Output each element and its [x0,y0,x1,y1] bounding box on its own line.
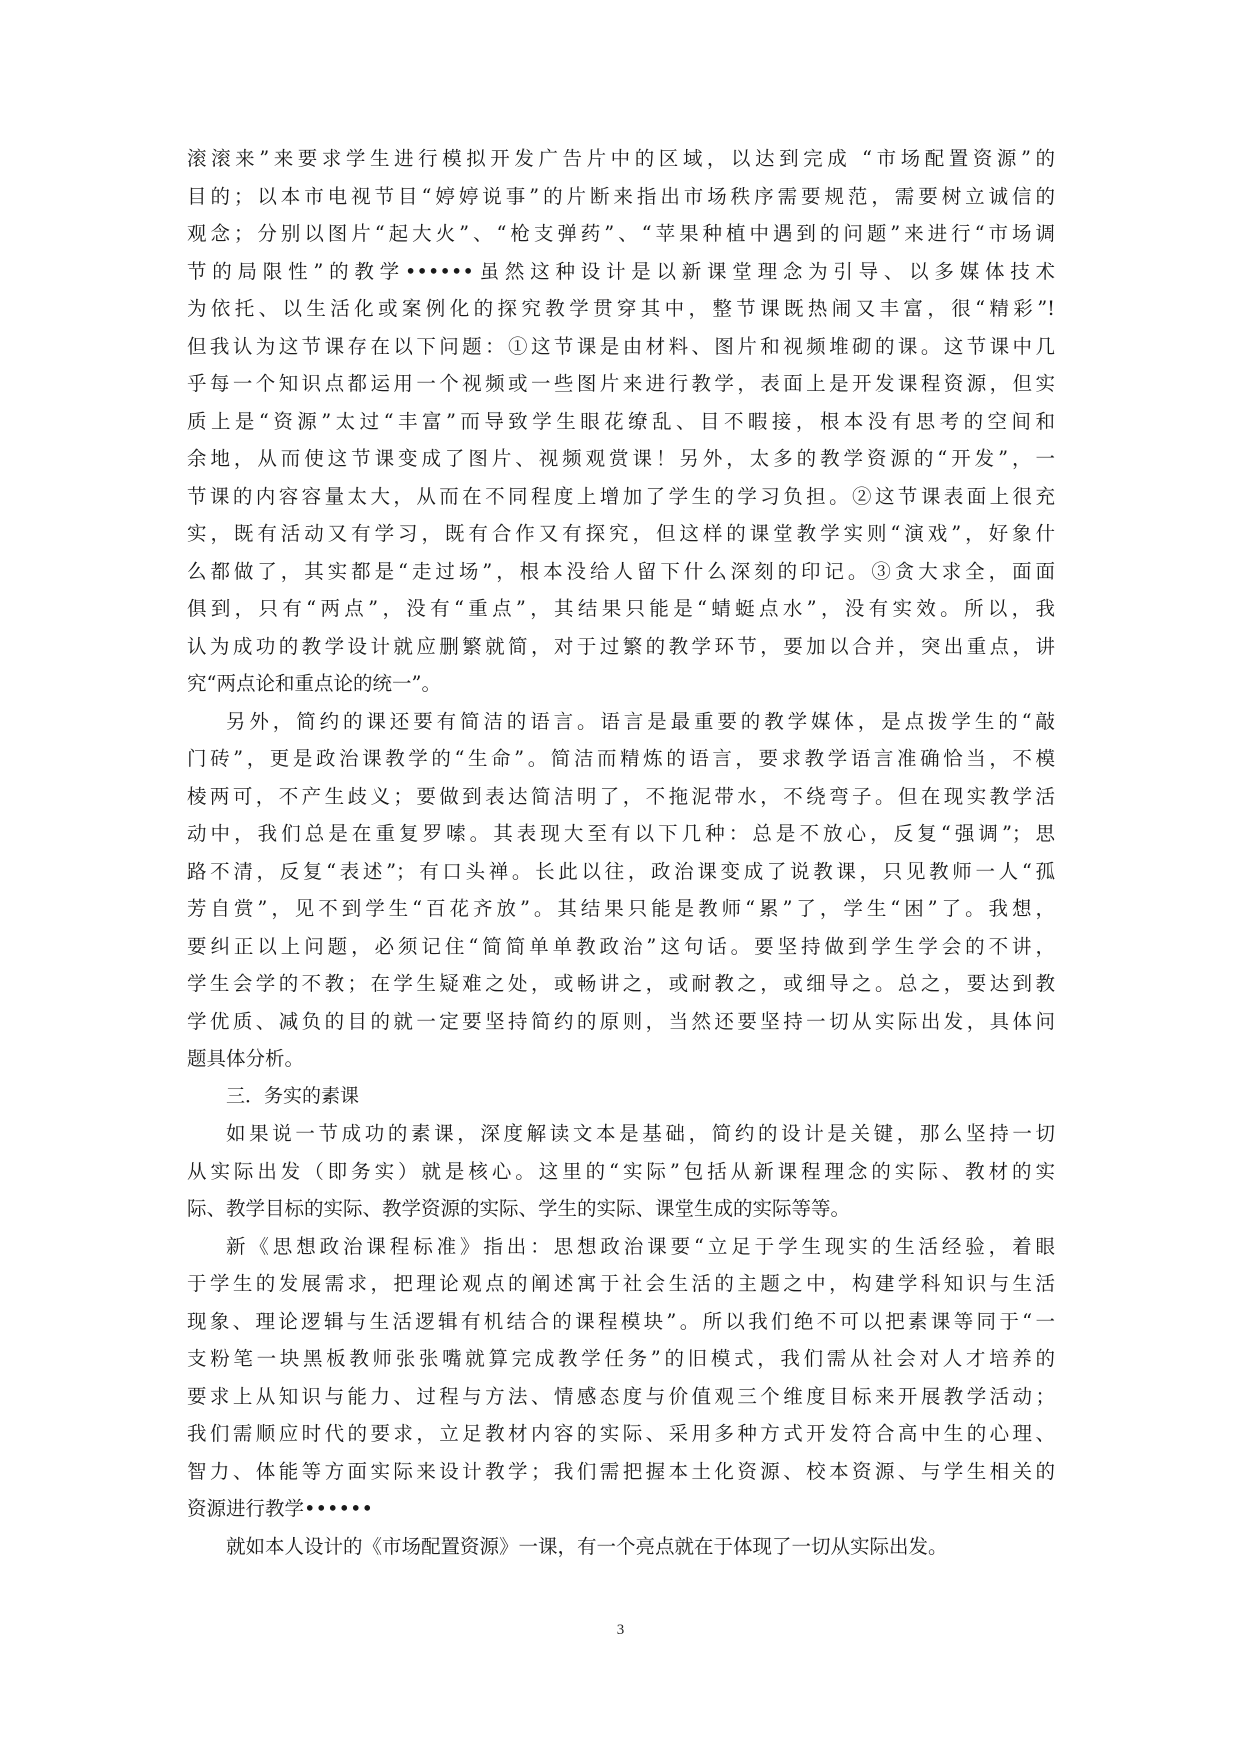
text-line: 目的；以本市电视节目“婷婷说事”的片断来指出市场秩序需要规范，需要树立诚信的 [187,184,1055,208]
text-line: 动中，我们总是在重复罗嗦。其表现大至有以下几种：总是不放心，反复“强调”；思 [187,822,1055,845]
text-line: 棱两可，不产生歧义；要做到表达简洁明了，不拖泥带水，不绕弯子。但在现实教学活 [187,784,1055,808]
text-line: 为依托、以生活化或案例化的探究教学贯穿其中，整节课既热闹又丰富，很“精彩”! [187,297,1055,320]
text-line: 学优质、减负的目的就一定要坚持简约的原则，当然还要坚持一切从实际出发，具体问 [187,1009,1055,1033]
text-line: 智力、体能等方面实际来设计教学；我们需把握本土化资源、校本资源、与学生相关的 [187,1459,1055,1483]
text-line: 新《思想政治课程标准》指出：思想政治课要“立足于学生现实的生活经验，着眼 [226,1234,1055,1258]
text-line: 滚滚来”来要求学生进行模拟开发广告片中的区域，以达到完成 “市场配置资源”的 [187,147,1055,170]
text-line: 路不清，反复“表述”；有口头禅。长此以往，政治课变成了说教课，只见教师一人“孤 [187,859,1055,883]
text-line: 观念；分别以图片“起大火”、“枪支弹药”、“苹果种植中遇到的问题”来进行“市场调 [187,222,1055,245]
text-line: 从实际出发（即务实）就是核心。这里的“实际”包括从新课程理念的实际、教材的实 [187,1159,1055,1183]
text-line: 于学生的发展需求，把理论观点的阐述寓于社会生活的主题之中，构建学科知识与生活 [187,1272,1055,1295]
text-line: 乎每一个知识点都运用一个视频或一些图片来进行教学，表面上是开发课程资源，但实 [187,372,1055,395]
text-line: 题具体分析。 [187,1047,305,1070]
text-line: 要纠正以上问题，必须记住“简简单单教政治”这句话。要坚持做到学生学会的不讲， [187,934,1055,958]
body-text [187,140,1055,1565]
text-line: 节课的内容容量太大，从而在不同程度上增加了学生的学习负担。②这节课表面上很充 [187,484,1055,508]
page-number: 3 [616,1622,625,1638]
text-line: 我们需顺应时代的要求，立足教材内容的实际、采用多种方式开发符合高中生的心理、 [187,1422,1055,1445]
text-line: 资源进行教学•••••• [187,1497,374,1520]
text-line: 另外，简约的课还要有简洁的语言。语言是最重要的教学媒体，是点拨学生的“敲 [226,709,1055,733]
text-line: 质上是“资源”太过“丰富”而导致学生眼花缭乱、目不暇接，根本没有思考的空间和 [187,409,1055,433]
text-line: 究“两点论和重点论的统一”。 [187,672,441,695]
text-line: 认为成功的教学设计就应删繁就简，对于过繁的教学环节，要加以合并，突出重点，讲 [187,634,1055,658]
text-line: 但我认为这节课存在以下问题：①这节课是由材料、图片和视频堆砌的课。这节课中几 [187,334,1055,358]
text-line: 门砖”，更是政治课教学的“生命”。简洁而精炼的语言，要求教学语言准确恰当，不模 [187,747,1055,770]
text-line: 俱到，只有“两点”，没有“重点”，其结果只能是“蜻蜓点水”，没有实效。所以，我 [187,597,1055,620]
text-line: 实，既有活动又有学习，既有合作又有探究，但这样的课堂教学实则“演戏”，好象什 [187,522,1055,545]
text-line: 要求上从知识与能力、过程与方法、情感态度与价值观三个维度目标来开展教学活动； [187,1384,1055,1408]
text-line: 学生会学的不教；在学生疑难之处，或畅讲之，或耐教之，或细导之。总之，要达到教 [187,972,1055,995]
section-heading: 三．务实的素课 [226,1084,360,1107]
text-line: 余地，从而使这节课变成了图片、视频观赏课！另外，太多的教学资源的“开发”，一 [187,447,1055,470]
text-line: 芳自赏”，见不到学生“百花齐放”。其结果只能是教师“累”了，学生“困”了。我想， [187,897,1055,920]
text-line: 么都做了，其实都是“走过场”，根本没给人留下什么深刻的印记。③贪大求全，面面 [187,559,1055,583]
text-line: 就如本人设计的《市场配置资源》一课，有一个亮点就在于体现了一切从实际出发。 [226,1534,948,1558]
text-line: 如果说一节成功的素课，深度解读文本是基础，简约的设计是关键，那么坚持一切 [226,1122,1055,1145]
text-line: 节的局限性”的教学••••••虽然这种设计是以新课堂理念为引导、以多媒体技术 [187,259,1055,283]
text-line: 现象、理论逻辑与生活逻辑有机结合的课程模块”。所以我们绝不可以把素课等同于“一 [187,1309,1055,1333]
text-line: 支粉笔一块黑板教师张张嘴就算完成教学任务”的旧模式，我们需从社会对人才培养的 [187,1347,1055,1370]
text-line: 际、教学目标的实际、教学资源的实际、学生的实际、课堂生成的实际等等。 [187,1197,851,1220]
